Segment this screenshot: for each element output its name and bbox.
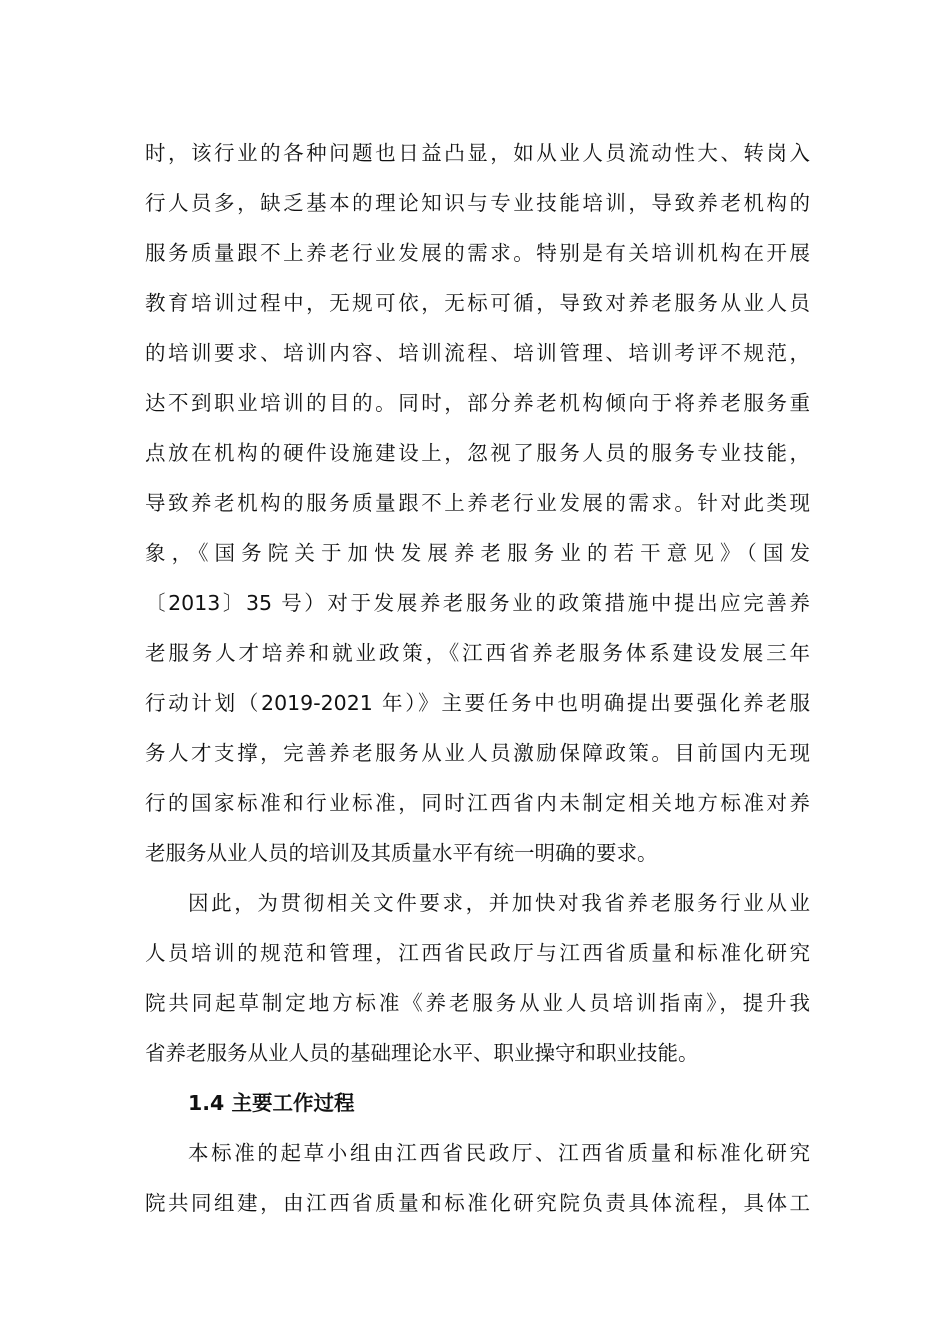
text-line: 〔2013〕35 号）对于发展养老服务业的政策措施中提出应完善养: [145, 591, 810, 615]
text-line: 院共同组建，由江西省质量和标准化研究院负责具体流程，具体工: [145, 1191, 810, 1215]
text-line: 达不到职业培训的目的。同时，部分养老机构倾向于将养老服务重: [145, 391, 810, 415]
text-line: 教育培训过程中，无规可依，无标可循，导致对养老服务从业人员: [145, 291, 810, 315]
text-line: 因此，为贯彻相关文件要求，并加快对我省养老服务行业从业: [188, 891, 810, 915]
section-heading: 1.4 主要工作过程: [188, 1091, 355, 1115]
text-line: 人员培训的规范和管理，江西省民政厅与江西省质量和标准化研究: [145, 941, 810, 965]
text-line: 本标准的起草小组由江西省民政厅、江西省质量和标准化研究: [188, 1141, 810, 1165]
text-line: 行的国家标准和行业标准，同时江西省内未制定相关地方标准对养: [145, 791, 810, 815]
text-line: 的培训要求、培训内容、培训流程、培训管理、培训考评不规范，: [145, 341, 810, 365]
text-line: 老服务人才培养和就业政策，《江西省养老服务体系建设发展三年: [145, 641, 810, 665]
text-line: 务人才支撑，完善养老服务从业人员激励保障政策。目前国内无现: [145, 741, 810, 765]
text-line: 点放在机构的硬件设施建设上，忽视了服务人员的服务专业技能，: [145, 441, 810, 465]
text-line: 省养老服务从业人员的基础理论水平、职业操守和职业技能。: [145, 1041, 699, 1065]
text-line: 时，该行业的各种问题也日益凸显，如从业人员流动性大、转岗入: [145, 141, 810, 165]
text-line: 院共同起草制定地方标准《养老服务从业人员培训指南》，提升我: [145, 991, 810, 1015]
text-line: 行人员多，缺乏基本的理论知识与专业技能培训，导致养老机构的: [145, 191, 810, 215]
text-line: 象，《国务院关于加快发展养老服务业的若干意见》（国发: [145, 541, 810, 565]
text-line: 行动计划（2019-2021 年）》主要任务中也明确提出要强化养老服: [145, 691, 810, 715]
text-line: 服务质量跟不上养老行业发展的需求。特别是有关培训机构在开展: [145, 241, 810, 265]
text-line: 导致养老机构的服务质量跟不上养老行业发展的需求。针对此类现: [145, 491, 810, 515]
document-body: [145, 128, 810, 1228]
text-line: 老服务从业人员的培训及其质量水平有统一明确的要求。: [145, 841, 658, 865]
